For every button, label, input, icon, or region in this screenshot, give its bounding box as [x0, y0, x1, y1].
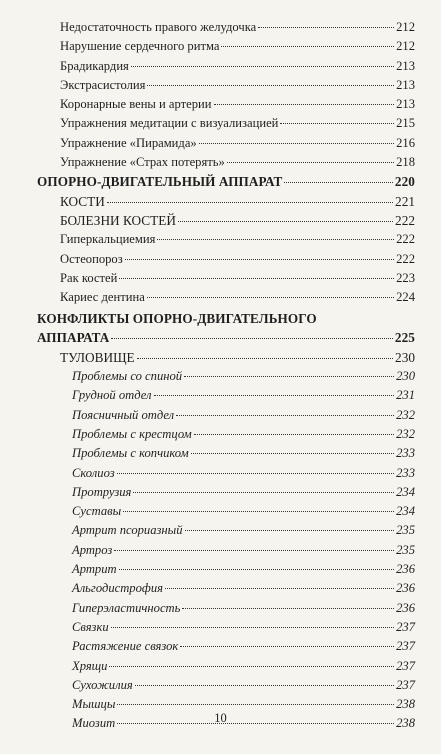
toc-entry-page: 232 [396, 426, 415, 441]
dot-leader [117, 473, 394, 474]
dot-leader [221, 46, 394, 47]
toc-entry [0, 541, 441, 560]
toc-entry-title: ТУЛОВИЩЕ [60, 349, 135, 365]
toc-entry-title: Сколиоз [72, 465, 115, 480]
toc-entry-page: 237 [396, 619, 415, 634]
toc-entry-page: 238 [396, 716, 415, 731]
toc-entry-page: 238 [396, 697, 415, 712]
toc-entry-page: 233 [396, 465, 415, 480]
toc-entry-page: 235 [396, 542, 415, 557]
toc-entry-page: 237 [396, 639, 415, 654]
dot-leader [125, 259, 394, 260]
toc-entry-title: АППАРАТА [37, 330, 110, 346]
toc-entry-page: 232 [396, 407, 415, 422]
dot-leader [137, 358, 393, 359]
dot-leader [147, 297, 394, 298]
toc-entry-page: 230 [395, 349, 415, 365]
toc-entry-title: БОЛЕЗНИ КОСТЕЙ [60, 212, 176, 228]
toc-entry [0, 57, 441, 76]
toc-entry [0, 37, 441, 56]
toc-entry-page: 213 [396, 97, 415, 112]
toc-entry-page: 224 [396, 290, 415, 305]
toc-entry [0, 579, 441, 598]
dot-leader [111, 627, 394, 628]
dot-leader [176, 415, 394, 416]
toc-entry [0, 386, 441, 405]
toc-entry-title: Упражнения медитации с визуализацией [60, 116, 279, 131]
toc-entry-page: 212 [396, 39, 415, 54]
toc-entry-title: Грудной отдел [72, 388, 152, 403]
toc-entry [0, 250, 441, 269]
toc-entry-page: 222 [396, 251, 415, 266]
toc-entry [0, 560, 441, 579]
toc-entry [0, 406, 441, 425]
toc-entry-page: 236 [396, 581, 415, 596]
toc-entry-title: Коронарные вены и артерии [60, 97, 212, 112]
dot-leader [114, 550, 394, 551]
toc-entry-title: Гиперкальциемия [60, 232, 156, 247]
toc-entry [0, 134, 441, 153]
toc-entry-page: 236 [396, 562, 415, 577]
toc-entry-title: Связки [72, 619, 109, 634]
toc-entry-title: Рак костей [60, 270, 118, 285]
toc-entry-title: Упражнение «Пирамида» [60, 135, 197, 150]
dot-leader [214, 104, 395, 105]
dot-leader [107, 202, 393, 203]
toc-entry [0, 444, 441, 463]
toc-entry-title: Альгодистрофия [72, 581, 163, 596]
toc-entry-title: Сухожилия [72, 677, 133, 692]
dot-leader [119, 278, 394, 279]
dot-leader [147, 85, 394, 86]
toc-entry-title: Протрузия [72, 484, 132, 499]
toc-entry [0, 95, 441, 114]
toc-entry-page: 225 [394, 330, 415, 346]
toc-entry [0, 464, 441, 483]
dot-leader [199, 143, 394, 144]
toc-entry [0, 425, 441, 444]
toc-entry-title: Артроз [72, 542, 113, 557]
toc-entry-title: Остеопороз [60, 251, 123, 266]
dot-leader [185, 530, 395, 531]
toc-entry [0, 211, 441, 230]
toc-entry [0, 76, 441, 95]
toc-entry-page: 213 [396, 77, 415, 92]
toc-section-heading-line1 [0, 310, 441, 328]
toc-entry-title: Миозит [72, 716, 116, 731]
toc-entry [0, 657, 441, 676]
toc-entry-title: Экстрасистолия [60, 77, 146, 92]
toc-entry-page: 233 [396, 446, 415, 461]
toc-entry-page: 237 [396, 677, 415, 692]
dot-leader [180, 646, 394, 647]
toc-entry-title: Суставы [72, 504, 122, 519]
toc-entry-page: 216 [396, 135, 415, 150]
dot-leader [182, 608, 394, 609]
toc-entry [0, 502, 441, 521]
toc-entry-page: 230 [396, 369, 415, 384]
toc-entry [0, 618, 441, 637]
toc-entry-page: 237 [396, 658, 415, 673]
toc-entry [0, 521, 441, 540]
dot-leader [227, 162, 394, 163]
toc-entry-page: 221 [395, 193, 415, 209]
toc-entry-title: Артрит [72, 562, 117, 577]
toc-entry [0, 599, 441, 618]
toc-entry [0, 288, 441, 307]
toc-entry [0, 348, 441, 367]
toc-entry-page: 213 [396, 58, 415, 73]
dot-leader [165, 588, 394, 589]
dot-leader [194, 434, 394, 435]
toc-entry-title: Недостаточность правого желудочка [60, 20, 257, 34]
toc-entry [0, 230, 441, 249]
dot-leader [135, 685, 394, 686]
toc-section-heading [0, 172, 441, 191]
toc-entry [0, 18, 441, 37]
toc-section-heading [0, 328, 441, 347]
toc-section-heading-text: КОНФЛИКТЫ ОПОРНО-ДВИГАТЕЛЬНОГО [37, 311, 317, 327]
table-of-contents [0, 18, 441, 734]
dot-leader [123, 511, 394, 512]
dot-leader [284, 182, 393, 183]
toc-entry-title: Брадикардия [60, 58, 129, 73]
toc-entry-page: 234 [396, 504, 415, 519]
dot-leader [178, 221, 393, 222]
toc-entry [0, 114, 441, 133]
toc-entry-page: 222 [396, 232, 415, 247]
toc-entry-page: 223 [396, 270, 415, 285]
dot-leader [280, 123, 394, 124]
dot-leader [109, 666, 394, 667]
toc-entry-title: Проблемы с крестцом [72, 426, 192, 441]
dot-leader [154, 395, 395, 396]
toc-entry [0, 192, 441, 211]
toc-entry [0, 153, 441, 172]
toc-entry-title: Кариес дентина [60, 290, 145, 305]
dot-leader [184, 376, 394, 377]
dot-leader [191, 453, 394, 454]
toc-entry-title: Проблемы с копчиком [72, 446, 189, 461]
toc-entry [0, 637, 441, 656]
toc-entry-title: ОПОРНО-ДВИГАТЕЛЬНЫЙ АППАРАТ [37, 174, 283, 190]
toc-entry-title: Гиперэластичность [72, 600, 181, 615]
toc-entry-page: 222 [395, 212, 415, 228]
toc-entry-page: 212 [396, 20, 415, 34]
toc-entry [0, 483, 441, 502]
toc-entry-page: 215 [396, 116, 415, 131]
page-number: 10 [214, 711, 227, 725]
toc-entry-page: 220 [394, 174, 415, 190]
dot-leader [111, 338, 392, 339]
toc-entry-page: 218 [396, 155, 415, 170]
toc-entry-title: Проблемы со спиной [72, 369, 183, 384]
dot-leader [131, 66, 394, 67]
toc-entry-title: Артрит псориазный [72, 523, 183, 538]
toc-entry-title: Растяжение связок [72, 639, 179, 654]
toc-entry-title: Упражнение «Страх потерять» [60, 155, 225, 170]
toc-entry-title: КОСТИ [60, 193, 105, 209]
toc-entry [0, 676, 441, 695]
toc-entry-page: 234 [396, 484, 415, 499]
dot-leader [133, 492, 394, 493]
toc-entry-page: 236 [396, 600, 415, 615]
toc-entry [0, 269, 441, 288]
dot-leader [157, 239, 394, 240]
toc-entry-title: Нарушение сердечного ритма [60, 39, 220, 54]
dot-leader [119, 569, 395, 570]
toc-entry [0, 367, 441, 386]
toc-entry-title: Хрящи [72, 658, 108, 673]
dot-leader [258, 27, 394, 28]
toc-entry-page: 235 [396, 523, 415, 538]
toc-entry-page: 231 [396, 388, 415, 403]
toc-entry-title: Поясничный отдел [72, 407, 175, 422]
dot-leader [117, 704, 394, 705]
toc-entry-title: Мышцы [72, 697, 116, 712]
